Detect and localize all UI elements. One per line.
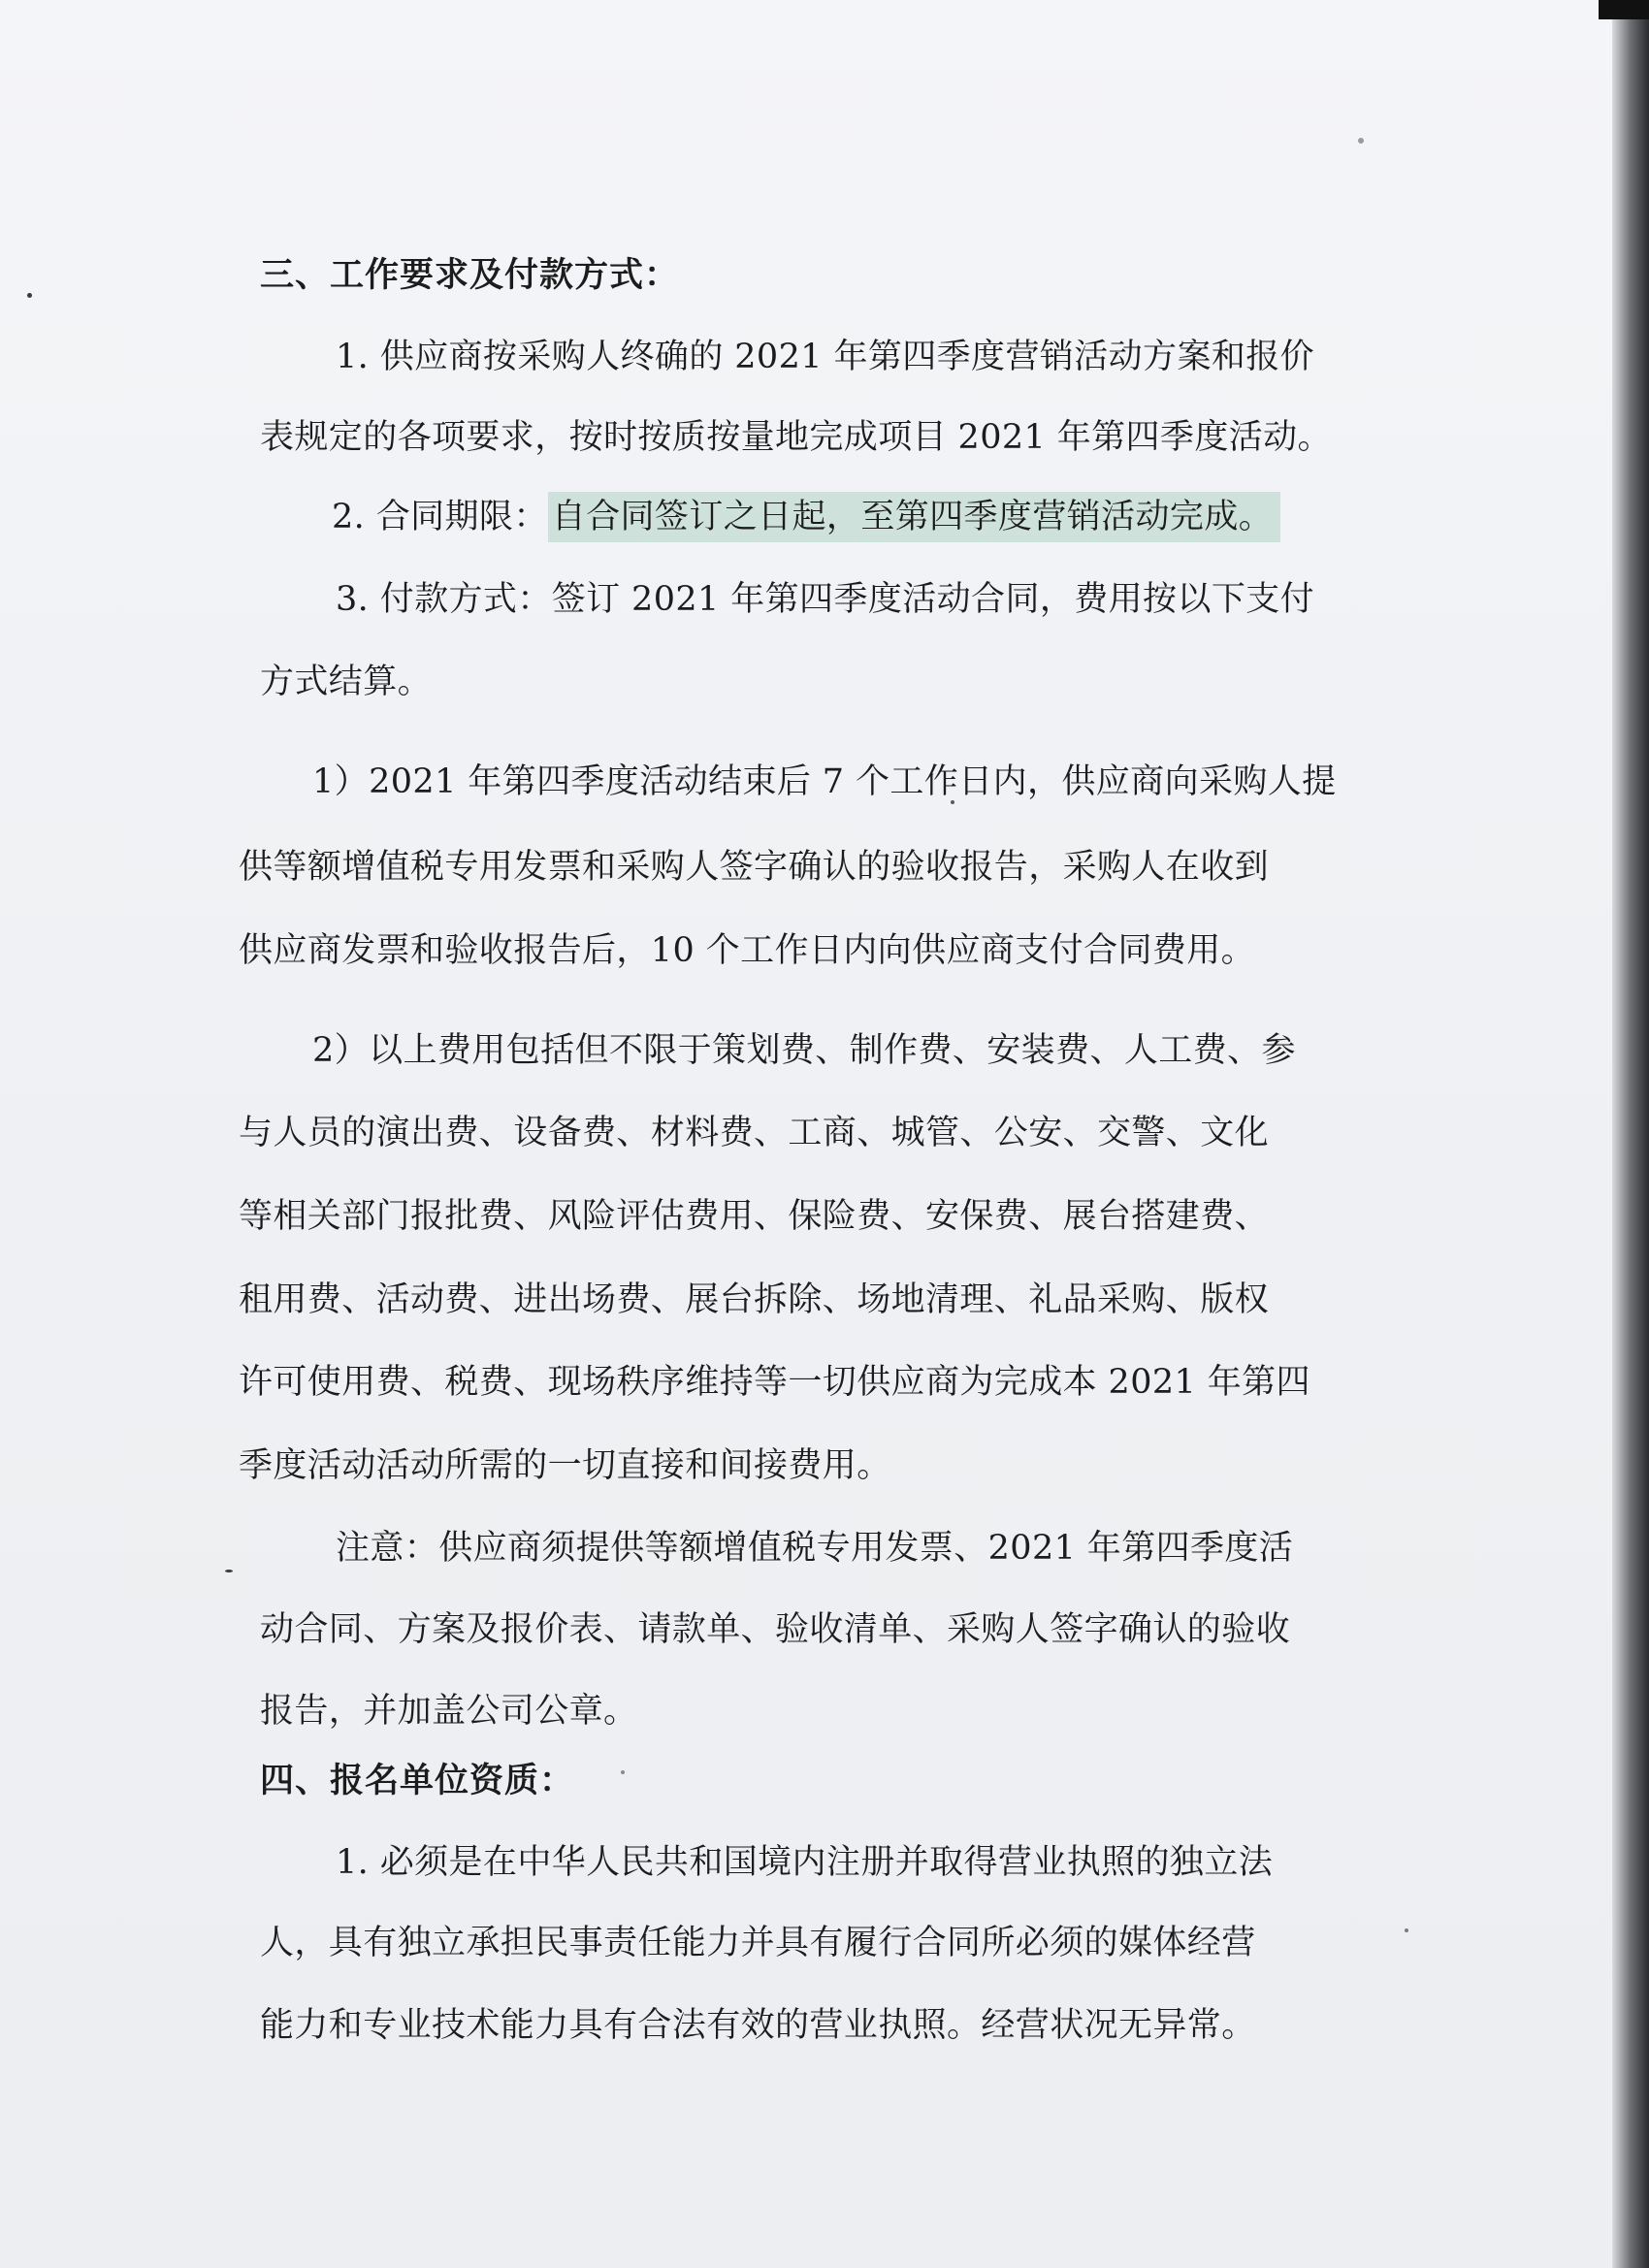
text-line: 租用费、活动费、进出场费、展台拆除、场地清理、礼品采购、版权: [239, 1280, 1270, 1319]
scan-speck: [27, 293, 32, 298]
text-line: 等相关部门报批费、风险评估费用、保险费、安保费、展台搭建费、: [239, 1197, 1270, 1236]
scan-speck: [1405, 1928, 1408, 1932]
scan-corner-mark: [1599, 0, 1649, 19]
text-line: 1）2021 年第四季度活动结束后 7 个工作日内，供应商向采购人提: [312, 762, 1337, 801]
text-line: 报告，并加盖公司公章。: [260, 1692, 638, 1731]
text-line: 2）以上费用包括但不限于策划费、制作费、安装费、人工费、参: [312, 1031, 1296, 1070]
text-line: 供等额增值税专用发票和采购人签字确认的验收报告，采购人在收到: [239, 848, 1270, 887]
text-line: 与人员的演出费、设备费、材料费、工商、城管、公安、交警、文化: [239, 1114, 1270, 1152]
text-line: 人，具有独立承担民事责任能力并具有履行合同所必须的媒体经营: [260, 1924, 1256, 1962]
scan-speck: [621, 1770, 625, 1774]
scan-shadow-edge: [1612, 0, 1649, 2268]
text-line: 动合同、方案及报价表、请款单、验收清单、采购人签字确认的验收: [260, 1610, 1291, 1649]
scan-speck: [225, 1570, 233, 1572]
text-line: 表规定的各项要求，按时按质按量地完成项目 2021 年第四季度活动。: [260, 418, 1332, 457]
section-3-heading: 三、工作要求及付款方式：: [260, 255, 680, 295]
scan-speck: [1358, 138, 1364, 144]
contract-term-line: [332, 490, 1280, 538]
section-4-heading: 四、报名单位资质：: [260, 1761, 575, 1800]
text-line: 方式结算。: [260, 663, 433, 701]
text-line: 1. 供应商按采购人终确的 2021 年第四季度营销活动方案和报价: [336, 338, 1315, 376]
text-line: 注意：供应商须提供等额增值税专用发票、2021 年第四季度活: [336, 1529, 1294, 1568]
text-line: 3. 付款方式：签订 2021 年第四季度活动合同，费用按以下支付: [336, 580, 1315, 619]
text-line: 季度活动活动所需的一切直接和间接费用。: [239, 1446, 891, 1485]
contract-term-label: 2. 合同期限：: [332, 498, 548, 536]
text-line: 1. 必须是在中华人民共和国境内注册并取得营业执照的独立法: [336, 1843, 1274, 1882]
highlighted-text: 自合同签订之日起，至第四季度营销活动完成。: [548, 492, 1280, 542]
text-line: 能力和专业技术能力具有合法有效的营业执照。经营状况无异常。: [260, 2006, 1256, 2045]
text-line: 供应商发票和验收报告后，10 个工作日内向供应商支付合同费用。: [239, 931, 1256, 970]
text-line: 许可使用费、税费、现场秩序维持等一切供应商为完成本 2021 年第四: [239, 1363, 1310, 1402]
